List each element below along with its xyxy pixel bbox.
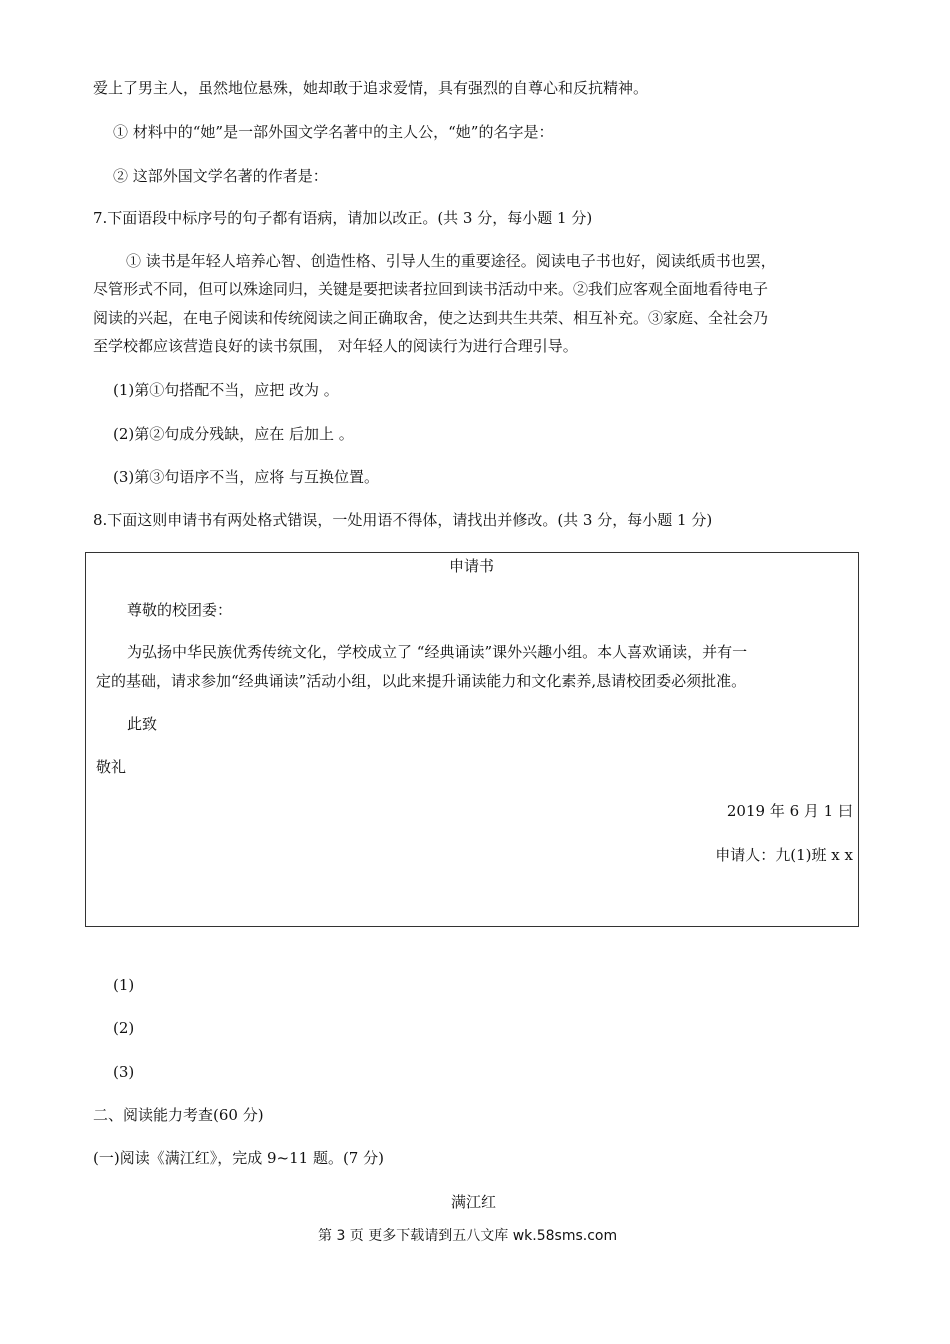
q6-item-2: ② 这部外国文学名著的作者是： — [113, 167, 328, 185]
poem-title: 满江红 — [451, 1193, 497, 1211]
letter-body-line-1: 为弘扬中华民族优秀传统文化，学校成立了 “经典诵读”课外兴趣小组。本人喜欢诵读，并有一 — [127, 643, 748, 661]
q7-para-line-2: 尽管形式不同，但可以殊途同归，关键是要把读者拉回到读书活动中来。②我们应客观全面地看待电子 — [93, 280, 769, 298]
page-footer: 第 3 页 更多下载请到五八文库 wk.58sms.com — [318, 1228, 618, 1244]
letter-salutation: 尊敬的校团委： — [127, 601, 233, 619]
q7-title: 7.下面语段中标序号的句子都有语病，请加以改正。(共 3 分，每小题 1 分) — [93, 209, 593, 227]
q7-para-line-1: ① 读书是年轻人培养心智、创造性格、引导人生的重要途径。阅读电子书也好，阅读纸质书也罢， — [126, 252, 776, 270]
q7-sub-3: (3)第③句语序不当，应将 与互换位置。 — [113, 468, 380, 486]
q7-para-line-3: 阅读的兴起，在电子阅读和传统阅读之间正确取舍，使之达到共生共荣、相互补充。③家庭、全社会乃 — [93, 309, 769, 327]
q8-answer-3: (3) — [113, 1063, 135, 1081]
q7-sub-2: (2)第②句成分残缺，应在 后加上 。 — [113, 425, 354, 443]
letter-body-line-2: 定的基础，请求参加“经典诵读”活动小组，以此来提升诵读能力和文化素养,恳请校团委必须批准。 — [96, 672, 747, 690]
q8-answer-2: (2) — [113, 1019, 135, 1037]
letter-closing-2: 敬礼 — [96, 758, 127, 776]
section-2-sub-title: (一)阅读《满江红》，完成 9~11 题。(7 分) — [93, 1149, 384, 1167]
q8-title: 8.下面这则申请书有两处格式错误，一处用语不得体，请找出并修改。(共 3 分，每小题 1 分) — [93, 511, 713, 529]
letter-date: 2019 年 6 月 1 曰 — [726, 802, 853, 820]
section-2-title: 二、阅读能力考查(60 分) — [93, 1106, 264, 1124]
letter-signature: 申请人：九(1)班 x x — [715, 846, 853, 864]
q7-para-line-4: 至学校都应该营造良好的读书氛围， 对年轻人的阅读行为进行合理引导。 — [93, 337, 578, 355]
q8-answer-1: (1) — [113, 976, 135, 994]
q6-item-1: ① 材料中的“她”是一部外国文学名著中的主人公，“她”的名字是： — [113, 123, 554, 141]
intro-line: 爱上了男主人，虽然地位悬殊，她却敢于追求爱情，具有强烈的自尊心和反抗精神。 — [93, 79, 649, 97]
letter-closing-1: 此致 — [127, 715, 158, 733]
letter-heading: 申请书 — [449, 557, 495, 575]
q7-sub-1: (1)第①句搭配不当，应把 改为 。 — [113, 381, 339, 399]
